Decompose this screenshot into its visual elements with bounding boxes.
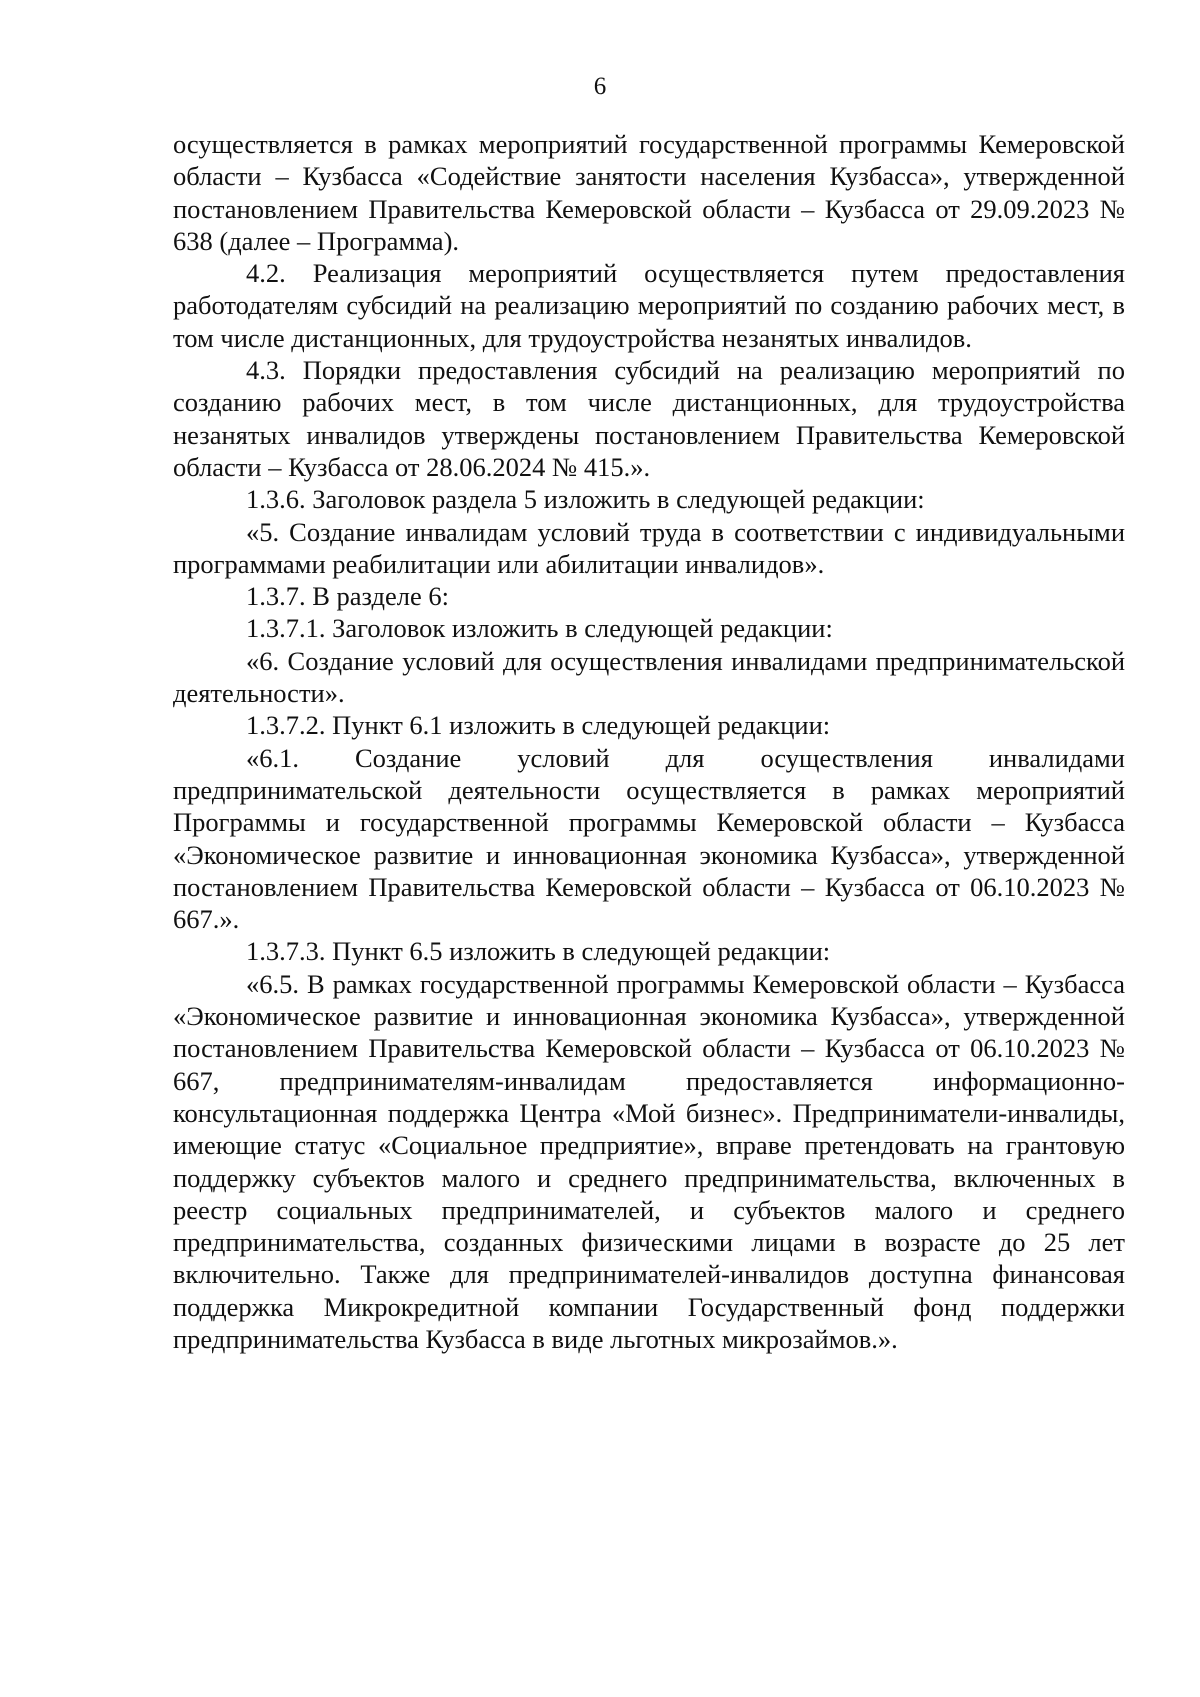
paragraph-section-6-title: «6. Создание условий для осуществления инвалидами предпринимательской деятельности».: [173, 645, 1125, 709]
page-number: 6: [593, 73, 607, 100]
paragraph-6-5: «6.5. В рамках государственной программы Кемеровской области – Кузбасса «Экономическое развитие и инновационная экономика Кузбасса», утвержденной постановлением Правительства Кемеровской области – Кузбасса от 06.10.2023 № 667, предпринимателям-инвалидам предоставляется информационно-консультационная поддержка Центра «Мой бизнес». Предприниматели-инвалиды, имеющие статус «Социальное предприятие», вправе претендовать на грантовую поддержку субъектов малого и среднего предпринимательства, включенных в реестр социальных предпринимателей, и субъектов малого и среднего предпринимательства, созданных физическими лицами в возрасте до 25 лет включительно. Также для предпринимателей-инвалидов доступна финансовая поддержка Микрокредитной компании Государственный фонд поддержки предпринимательства Кузбасса в виде льготных микрозаймов.».: [173, 968, 1125, 1354]
document-body: [173, 128, 1125, 1355]
paragraph-1-3-7: 1.3.7. В разделе 6:: [246, 581, 450, 612]
paragraph-1-3-7-1: 1.3.7.1. Заголовок изложить в следующей редакции:: [246, 613, 833, 644]
paragraph-1-3-7-2: 1.3.7.2. Пункт 6.1 изложить в следующей редакции:: [246, 710, 831, 741]
paragraph-1-3-7-3: 1.3.7.3. Пункт 6.5 изложить в следующей редакции:: [246, 936, 831, 967]
paragraph-4-2: 4.2. Реализация мероприятий осуществляется путем предоставления работодателям субсидий на реализацию мероприятий по созданию рабочих мест, в том числе дистанционных, для трудоустройства незанятых инвалидов.: [173, 258, 1125, 353]
paragraph-1-3-6: 1.3.6. Заголовок раздела 5 изложить в следующей редакции:: [246, 484, 925, 515]
paragraph-section-5-title: «5. Создание инвалидам условий труда в соответствии с индивидуальными программами реабилитации или абилитации инвалидов».: [173, 516, 1125, 579]
paragraph-continuation: осуществляется в рамках мероприятий государственной программы Кемеровской области – Кузбасса «Содействие занятости населения Кузбасса», утвержденной постановлением Правительства Кемеровской области – Кузбасса от 29.09.2023 № 638 (далее – Программа).: [173, 129, 1125, 256]
paragraph-4-3: 4.3. Порядки предоставления субсидий на реализацию мероприятий по созданию рабочих мест, в том числе дистанционных, для трудоустройства незанятых инвалидов утверждены постановлением Правительства Кемеровской области – Кузбасса от 28.06.2024 № 415.».: [173, 355, 1125, 482]
paragraph-6-1: «6.1. Создание условий для осуществления инвалидами предпринимательской деятельности осуществляется в рамках мероприятий Программы и государственной программы Кемеровской области – Кузбасса «Экономическое развитие и инновационная экономика Кузбасса», утвержденной постановлением Правительства Кемеровской области – Кузбасса от 06.10.2023 № 667.».: [173, 742, 1125, 935]
